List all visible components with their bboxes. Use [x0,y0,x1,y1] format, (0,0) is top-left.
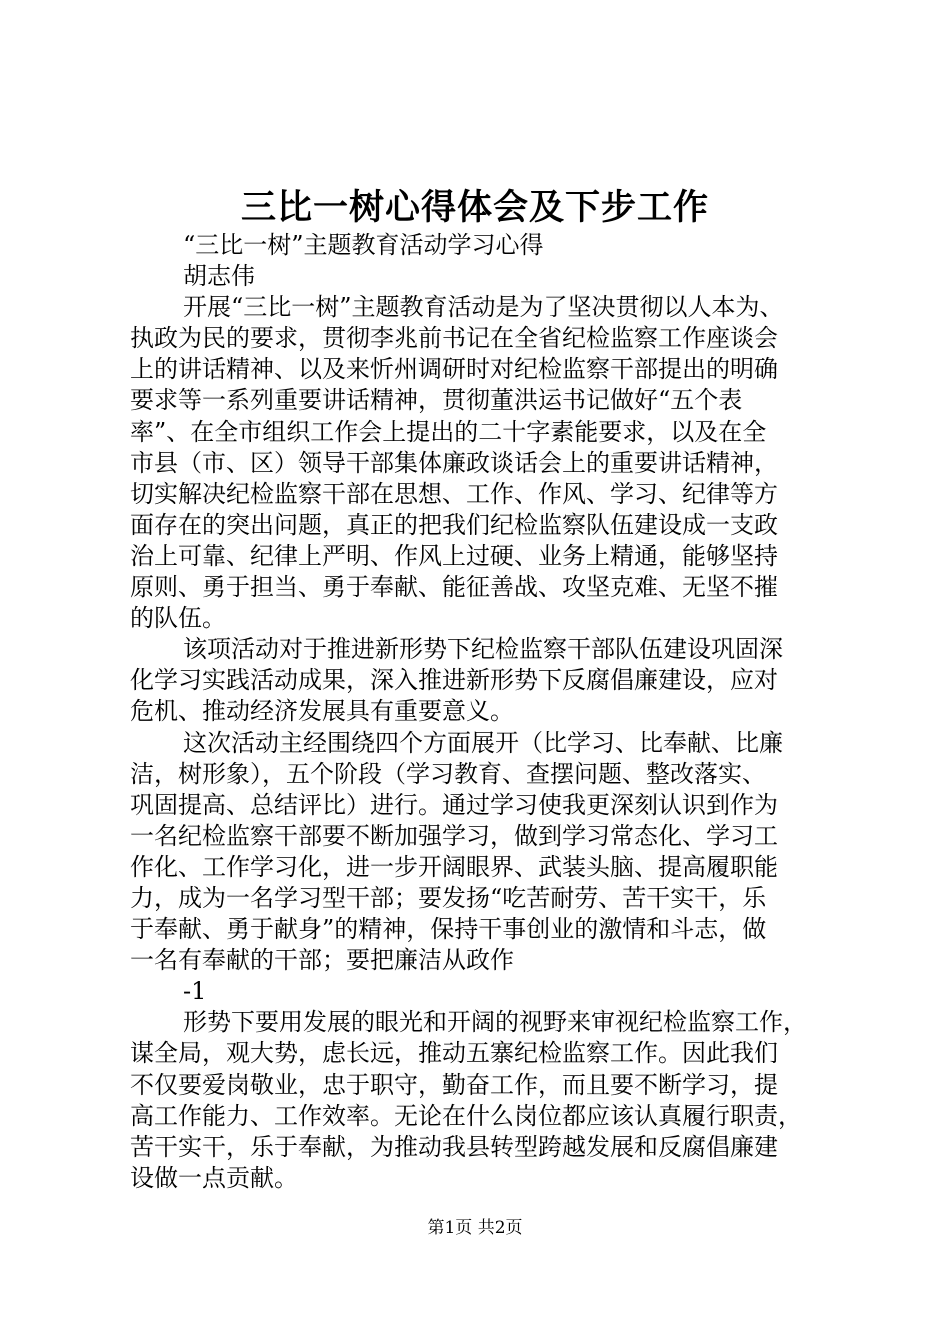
document-body [130,230,830,1194]
text-line: -1 [183,977,207,1006]
text-line: 化学习实践活动成果，深入推进新形势下反腐倡廉建设，应对 [130,666,778,695]
text-line: 上的讲话精神、以及来忻州调研时对纪检监察干部提出的明确 [130,355,778,384]
page-footer: 第1页 共2页 [427,1218,523,1238]
text-line: 力，成为一名学习型干部；要发扬“吃苦耐劳、苦干实干，乐 [130,883,767,912]
text-line: 该项活动对于推进新形势下纪检监察干部队伍建设巩固深 [183,635,783,664]
text-line: 切实解决纪检监察干部在思想、工作、作风、学习、纪律等方 [130,479,778,508]
text-line: 设做一点贡献。 [130,1163,298,1192]
document-title: 三比一树心得体会及下步工作 [240,187,709,228]
text-line: 洁，树形象），五个阶段（学习教育、查摆问题、整改落实、 [130,759,766,788]
text-line: 于奉献、勇于献身”的精神，保持干事创业的激情和斗志，做 [130,915,767,944]
text-line: 面存在的突出问题，真正的把我们纪检监察队伍建设成一支政 [130,510,778,539]
text-line: 谋全局，观大势，虑长远，推动五寨纪检监察工作。因此我们 [130,1039,778,1068]
text-line: 要求等一系列重要讲话精神，贯彻董洪运书记做好“五个表 [130,386,743,415]
text-line: 率”、在全市组织工作会上提出的二十字素能要求，以及在全 [130,417,767,446]
text-line: 高工作能力、工作效率。无论在什么岗位都应该认真履行职责， [130,1101,802,1130]
text-line: 一名纪检监察干部要不断加强学习，做到学习常态化、学习工 [130,821,778,850]
text-line: “三比一树”主题教育活动学习心得 [183,231,544,259]
text-line: 胡志伟 [183,262,255,291]
text-line: 市县（市、区）领导干部集体廉政谈话会上的重要讲话精神， [130,448,778,477]
text-line: 原则、勇于担当、勇于奉献、能征善战、攻坚克难、无坚不摧 [130,573,778,602]
text-line: 这次活动主经围绕四个方面展开（比学习、比奉献、比廉 [183,728,783,757]
text-line: 巩固提高、总结评比）进行。通过学习使我更深刻认识到作为 [130,790,778,819]
text-line: 开展“三比一树”主题教育活动是为了坚决贯彻以人本为、 [183,293,784,322]
text-line: 一名有奉献的干部；要把廉洁从政作 [130,946,514,975]
text-line: 苦干实干，乐于奉献，为推动我县转型跨越发展和反腐倡廉建 [130,1132,778,1161]
text-line: 不仅要爱岗敬业，忠于职守，勤奋工作，而且要不断学习，提 [130,1070,778,1099]
text-line: 的队伍。 [130,604,226,633]
text-line: 治上可靠、纪律上严明、作风上过硬、业务上精通，能够坚持 [130,541,778,570]
text-line: 作化、工作学习化，进一步开阔眼界、武装头脑、提高履职能 [130,852,778,881]
text-line: 执政为民的要求，贯彻李兆前书记在全省纪检监察工作座谈会 [130,324,778,353]
text-line: 危机、推动经济发展具有重要意义。 [130,697,514,726]
text-line: 形势下要用发展的眼光和开阔的视野来审视纪检监察工作， [183,1008,807,1037]
